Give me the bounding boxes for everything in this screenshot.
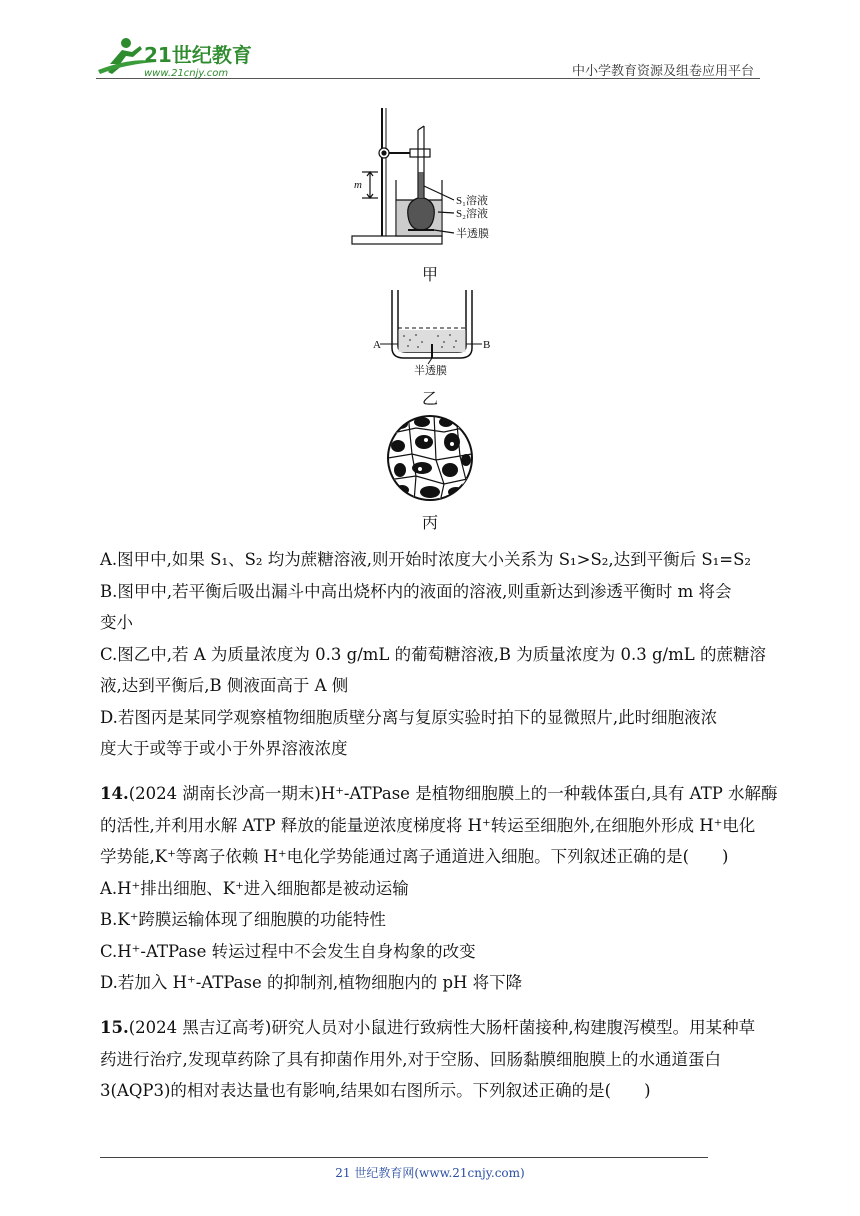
q15-stem-line3: 3(AQP3)的相对表达量也有影响,结果如右图所示。下列叙述正确的是( ) <box>100 1081 651 1100</box>
q13-option-d-line2: 度大于或等于或小于外界溶液浓度 <box>100 739 348 758</box>
label-b: B <box>483 339 491 351</box>
caption-yi: 乙 <box>421 389 438 408</box>
q15-stem-line2: 药进行治疗,发现草药除了具有抑菌作用外,对于空肠、回肠黏膜细胞膜上的水通道蛋白 <box>100 1049 721 1069</box>
q13-option-a: A.图甲中,如果 S₁、S₂ 均为蔗糖溶液,则开始时浓度大小关系为 S₁>S₂,达到平衡后 S₁=S₂ <box>100 550 752 569</box>
label-a: A <box>373 339 381 351</box>
q14-stem-line1: (2024 湖南长沙高一期末)H⁺-ATPase 是植物细胞膜上的一种载体蛋白,具有 ATP 水解酶 <box>128 784 778 803</box>
label-membrane-jia: 半透膜 <box>456 228 489 240</box>
q14-option-c: C.H⁺-ATPase 转运过程中不会发生自身构象的改变 <box>100 941 476 961</box>
label-m: m <box>354 179 362 191</box>
footer-text[interactable]: 21 世纪教育网(www.21cnjy.com) <box>335 1166 525 1180</box>
label-membrane-yi: 半透膜 <box>414 365 447 377</box>
q14-number: 14. <box>100 784 129 803</box>
figure-jia-diagram <box>350 100 520 250</box>
q15-number: 15. <box>100 1018 129 1037</box>
figure-bing-micrograph <box>386 414 474 502</box>
caption-bing: 丙 <box>421 513 438 532</box>
caption-jia: 甲 <box>421 265 438 284</box>
logo-text: 21世纪教育 <box>144 43 252 67</box>
q14-option-d: D.若加入 H⁺-ATPase 的抑制剂,植物细胞内的 pH 将下降 <box>100 973 523 992</box>
q13-option-b-line1: B.图甲中,若平衡后吸出漏斗中高出烧杯内的液面的溶液,则重新达到渗透平衡时 m 将会 <box>100 581 732 601</box>
q13-option-d-line1: D.若图丙是某同学观察植物细胞质壁分离与复原实验时拍下的显微照片,此时细胞液浓 <box>100 707 718 727</box>
q13-option-c-line2: 液,达到平衡后,B 侧液面高于 A 侧 <box>100 676 349 695</box>
q14-stem-line3: 学势能,K⁺等离子依赖 H⁺电化学势能通过离子通道进入细胞。下列叙述正确的是( ) <box>100 847 729 866</box>
q14-option-b: B.K⁺跨膜运输体现了细胞膜的功能特性 <box>100 910 386 929</box>
label-s2: S₂溶液 <box>456 208 488 220</box>
logo-url: www.21cnjy.com <box>144 68 229 79</box>
q14-stem-line2: 的活性,并利用水解 ATP 释放的能量逆浓度梯度将 H⁺转运至细胞外,在细胞外形成 H⁺电化 <box>100 815 756 835</box>
q13-option-b-line2: 变小 <box>100 613 133 632</box>
q14-option-a: A.H⁺排出细胞、K⁺进入细胞都是被动运输 <box>100 878 409 898</box>
header-divider <box>96 78 760 79</box>
site-logo <box>96 36 266 80</box>
platform-name: 中小学教育资源及组卷应用平台 <box>571 64 754 79</box>
q13-option-c-line1: C.图乙中,若 A 为质量浓度为 0.3 g/mL 的葡萄糖溶液,B 为质量浓度为 0.3 g/mL 的蔗糖溶 <box>100 644 766 664</box>
footer-divider <box>100 1157 708 1158</box>
figure-yi-diagram <box>372 290 492 380</box>
label-s1: S₁溶液 <box>456 195 488 207</box>
q14 <box>100 778 778 999</box>
q15-stem-line1: (2024 黑吉辽高考)研究人员对小鼠进行致病性大肠杆菌接种,构建腹泻模型。用某种草 <box>128 1018 756 1037</box>
q15 <box>100 1012 762 1107</box>
q13-options <box>100 544 766 765</box>
